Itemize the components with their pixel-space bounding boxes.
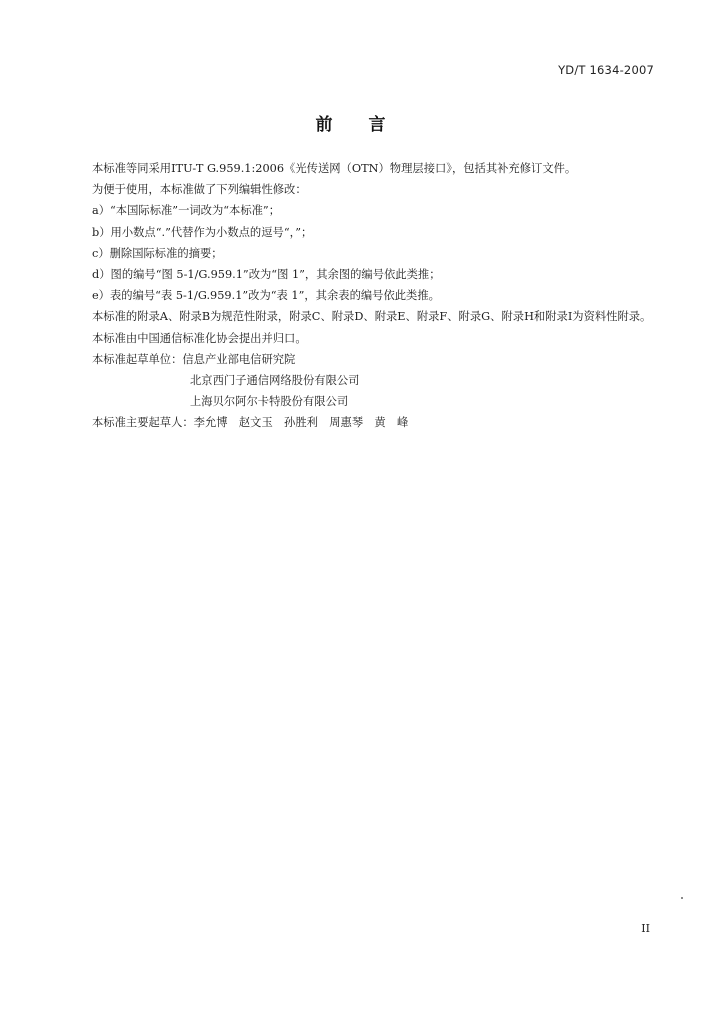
paragraph-drafters: 本标准主要起草人：李允博 赵文玉 孙胜利 周惠琴 黄 峰 xyxy=(92,416,409,430)
drafting-unit-2: 北京西门子通信网络股份有限公司 xyxy=(190,374,360,388)
scan-speck xyxy=(681,897,683,899)
list-item-a: a）“本国际标准”一词改为“本标准”； xyxy=(92,204,280,218)
page-number: II xyxy=(641,922,650,935)
paragraph-edits-intro: 为便于使用，本标准做了下列编辑性修改： xyxy=(92,183,307,197)
list-item-d: d）图的编号“图 5-1/G.959.1”改为“图 1”，其余图的编号依此类推； xyxy=(92,268,441,282)
page-title: 前言 xyxy=(315,115,422,135)
list-item-c: c）删除国际标准的摘要； xyxy=(92,246,223,260)
paragraph-annexes: 本标准的附录A、附录B为规范性附录，附录C、附录D、附录E、附录F、附录G、附录H和附录I为资料性附录。 xyxy=(92,310,652,324)
standard-code: YD/T 1634-2007 xyxy=(558,63,654,77)
foreword-body xyxy=(67,158,661,434)
list-item-e: e）表的编号“表 5-1/G.959.1”改为“表 1”，其余表的编号依此类推。 xyxy=(92,289,440,303)
paragraph-adoption: 本标准等同采用ITU-T G.959.1:2006《光传送网（OTN）物理层接口》，包括其补充修订文件。 xyxy=(92,162,577,175)
list-item-b: b）用小数点“.”代替作为小数点的逗号“，”； xyxy=(92,225,313,239)
drafting-unit-3: 上海贝尔阿尔卡特股份有限公司 xyxy=(190,395,349,409)
paragraph-drafting-units: 本标准起草单位：信息产业部电信研究院 xyxy=(92,352,296,366)
paragraph-proposer: 本标准由中国通信标准化协会提出并归口。 xyxy=(92,331,307,345)
